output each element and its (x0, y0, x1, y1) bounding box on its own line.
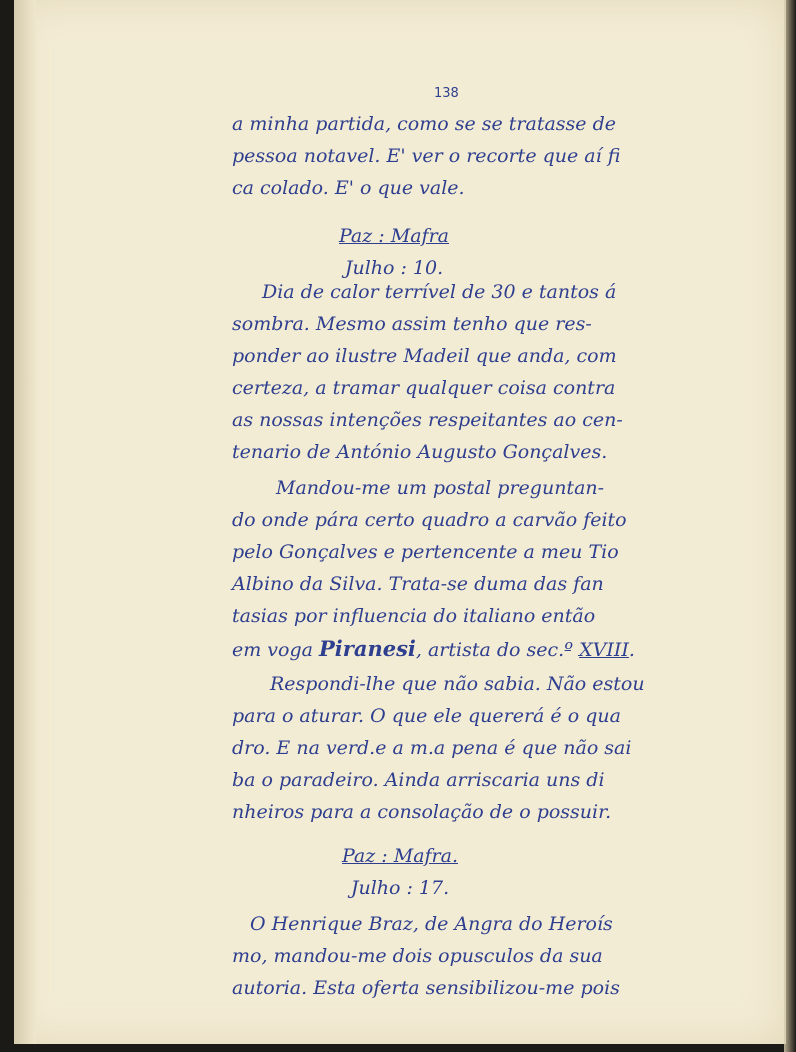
page-number: 138 (434, 86, 459, 101)
entry-place: Paz : Mafra. (341, 845, 458, 867)
text-line: ca colado. E' o que vale. (232, 177, 465, 199)
text-fragment: . (628, 639, 635, 661)
text-line: Respondi-lhe que não sabia. Não estou (270, 673, 645, 695)
text-line: autoria. Esta oferta sensibilizou-me pois (232, 977, 620, 999)
text-line: a minha partida, como se se tratasse de (232, 113, 616, 135)
page-gutter (14, 0, 36, 1044)
text-line: ponder ao ilustre Madeil que anda, com (232, 345, 617, 367)
text-line: O Henrique Braz, de Angra do Heroís (250, 913, 613, 935)
text-line: as nossas intenções respeitantes ao cen- (232, 409, 623, 431)
text-line: mo, mandou-me dois opusculos da sua (232, 945, 603, 967)
text-line: dro. E na verd.e a m.a pena é que não sai (232, 737, 632, 759)
text-line: pelo Gonçalves e pertencente a meu Tio (232, 541, 619, 563)
entry-date: Julho : 10. (344, 257, 444, 279)
highlighted-name: Piranesi (319, 636, 416, 661)
text-line: sombra. Mesmo assim tenho que res- (232, 313, 592, 335)
text-line: do onde pára certo quadro a carvão feito (232, 509, 627, 531)
text-line: pessoa notavel. E' ver o recorte que aí fi (232, 145, 621, 167)
text-line: Albino da Silva. Trata-se duma das fan (232, 573, 604, 595)
text-fragment: , artista do sec.º (415, 639, 580, 661)
text-fragment: em voga (232, 639, 320, 661)
century-numeral: XVIII (579, 639, 629, 661)
text-line: tasias por influencia do italiano então (232, 605, 596, 627)
text-line: ba o paradeiro. Ainda arriscaria uns di (232, 769, 605, 791)
text-line: tenario de António Augusto Gonçalves. (232, 441, 608, 463)
text-line: Dia de calor terrível de 30 e tantos á (262, 281, 617, 303)
text-line: Mandou-me um postal preguntan- (276, 477, 605, 499)
text-line (232, 632, 635, 667)
text-line: certeza, a tramar qualquer coisa contra (232, 377, 616, 399)
text-line: nheiros para a consolação de o possuir. (232, 801, 612, 823)
entry-date: Julho : 17. (350, 877, 450, 899)
entry-place: Paz : Mafra (339, 225, 449, 247)
text-line: para o aturar. O que ele quererá é o qua (232, 705, 621, 727)
manuscript-page (14, 0, 786, 1044)
